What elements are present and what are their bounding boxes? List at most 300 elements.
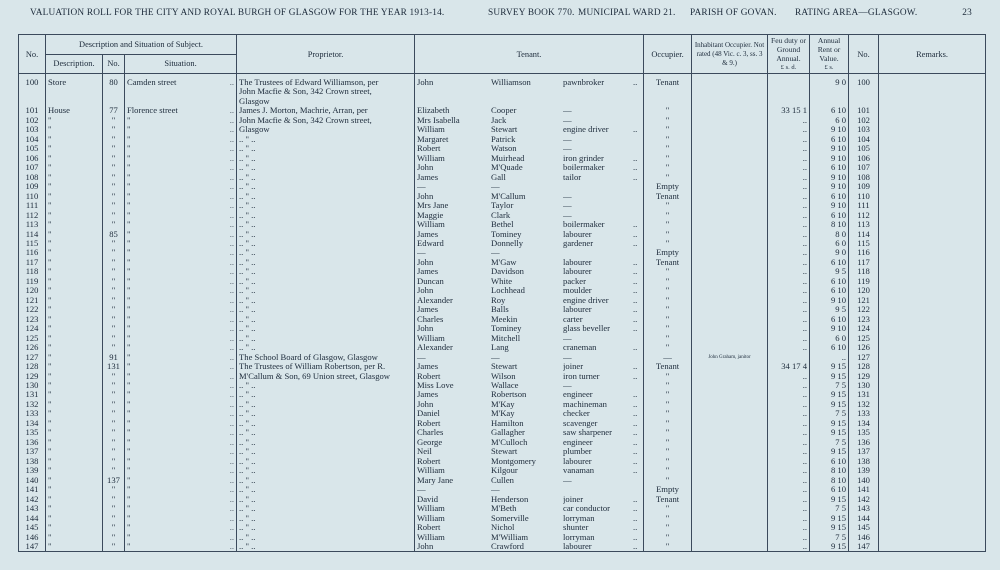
tenant-occ: — [563, 144, 572, 154]
cell-prop: .. " .. [237, 154, 415, 163]
cell-num: " [103, 381, 125, 390]
cell-prop: .. " .. [237, 334, 415, 343]
cell-remarks [879, 438, 986, 447]
cell-prop: .. " .. [237, 438, 415, 447]
cell-situation [125, 353, 237, 362]
cell-num: " [103, 523, 125, 532]
cell-rent: 6 10 [810, 457, 849, 466]
situation-text: " [127, 295, 131, 305]
tenant-last: M'Quade [491, 163, 523, 173]
cell-tenant [415, 390, 644, 399]
cell-num: " [103, 220, 125, 229]
situation-dots: .. [229, 125, 235, 135]
col-no-right: No. [849, 35, 879, 74]
cell-occupier: " [644, 125, 692, 134]
table-row [19, 248, 986, 257]
cell-inh [692, 267, 768, 276]
col-description-group: Description and Situation of Subject. [46, 35, 237, 55]
municipal-ward: MUNICIPAL WARD 21. [578, 8, 676, 18]
cell-prop: James J. Morton, Machrie, Arran, per [237, 106, 415, 115]
tenant-last: Jack [491, 115, 507, 125]
tenant-occ [563, 182, 633, 191]
cell-feu: .. [768, 438, 810, 447]
cell-rent: 6 10 [810, 135, 849, 144]
cell-remarks [879, 390, 986, 399]
tenant-last: M'Gaw [491, 257, 517, 267]
cell-prop: .. " .. [237, 220, 415, 229]
cell-desc: " [46, 495, 103, 504]
situation-text: " [127, 134, 131, 144]
situation-text: " [127, 286, 131, 296]
cell-rent [810, 97, 849, 106]
cell-desc: " [46, 116, 103, 125]
cell-feu: .. [768, 125, 810, 134]
cell-no: 120 [19, 286, 46, 295]
cell-prop: .. " .. [237, 400, 415, 409]
cell-prop: .. " .. [237, 267, 415, 276]
cell-feu: .. [768, 409, 810, 418]
tenant-last: Stewart [491, 447, 518, 457]
cell-prop: .. " .. [237, 428, 415, 437]
tenant-first: Neil [417, 447, 432, 457]
situation-dots: .. [229, 532, 235, 542]
cell-no: 116 [19, 248, 46, 257]
cell-occupier: " [644, 315, 692, 324]
situation-dots: .. [229, 504, 235, 514]
tenant-last: Tominey [491, 229, 522, 239]
cell-tenant [415, 466, 644, 475]
cell-remarks [879, 428, 986, 437]
tenant-first: — [417, 182, 426, 192]
cell-no3: 104 [849, 135, 879, 144]
cell-feu: .. [768, 144, 810, 153]
cell-num: " [103, 125, 125, 134]
cell-occupier: " [644, 419, 692, 428]
cell-num: " [103, 296, 125, 305]
cell-situation [125, 419, 237, 428]
tenant-od: .. [633, 418, 638, 428]
cell-remarks [879, 523, 986, 532]
rent-units: £ s. [824, 64, 834, 71]
cell-inh [692, 116, 768, 125]
situation-dots: .. [229, 333, 235, 343]
tenant-occ: — [563, 106, 572, 116]
cell-num [103, 97, 125, 106]
cell-situation [125, 334, 237, 343]
cell-inh [692, 514, 768, 523]
cell-inh [692, 343, 768, 352]
tenant-last: Cullen [491, 475, 514, 485]
cell-num: " [103, 343, 125, 352]
cell-remarks [879, 447, 986, 456]
table-row [19, 476, 986, 485]
situation-dots: .. [229, 324, 235, 334]
cell-situation [125, 362, 237, 371]
situation-dots: .. [229, 248, 235, 258]
situation-dots: .. [229, 466, 235, 476]
tenant-last: Gall [491, 172, 506, 182]
tenant-first: William [417, 125, 445, 135]
cell-no: 113 [19, 220, 46, 229]
cell-occupier: " [644, 514, 692, 523]
cell-occupier: Tenant [644, 258, 692, 267]
cell-num: " [103, 485, 125, 494]
cell-prop: .. " .. [237, 173, 415, 182]
cell-occupier: " [644, 438, 692, 447]
table-row [19, 277, 986, 286]
cell-no3: 102 [849, 116, 879, 125]
cell-inh [692, 286, 768, 295]
cell-no: 101 [19, 106, 46, 115]
tenant-first: William [417, 220, 445, 230]
cell-inh [692, 163, 768, 172]
tenant-last: Stewart [491, 362, 518, 372]
tenant-last: M'William [491, 532, 529, 542]
tenant-first: Maggie [417, 210, 444, 220]
cell-situation [125, 485, 237, 494]
cell-situation [125, 504, 237, 513]
cell-no3: 105 [849, 144, 879, 153]
situation-dots: .. [229, 134, 235, 144]
tenant-od: .. [633, 437, 638, 447]
cell-rent: 6 10 [810, 315, 849, 324]
cell-desc: " [46, 334, 103, 343]
cell-no3: 130 [849, 381, 879, 390]
tenant-od: .. [633, 409, 638, 419]
situation-text: " [127, 144, 131, 154]
table-row [19, 173, 986, 182]
cell-rent: 8 10 [810, 466, 849, 475]
cell-occupier: " [644, 476, 692, 485]
cell-desc: " [46, 514, 103, 523]
cell-tenant [415, 239, 644, 248]
cell-tenant [415, 267, 644, 276]
cell-no3: 140 [849, 476, 879, 485]
cell-tenant [415, 457, 644, 466]
cell-prop: .. " .. [237, 277, 415, 286]
cell-feu: .. [768, 457, 810, 466]
cell-prop: .. " .. [237, 381, 415, 390]
cell-rent: 8 10 [810, 220, 849, 229]
cell-tenant [415, 135, 644, 144]
cell-situation [125, 258, 237, 267]
cell-no: 132 [19, 400, 46, 409]
cell-occupier: " [644, 334, 692, 343]
cell-num: " [103, 542, 125, 552]
cell-desc: " [46, 163, 103, 172]
situation-text: " [127, 523, 131, 533]
cell-desc: " [46, 230, 103, 239]
tenant-first: Margaret [417, 134, 449, 144]
cell-prop: .. " .. [237, 447, 415, 456]
tenant-od: .. [633, 324, 638, 334]
tenant-occ: saw sharpener [563, 428, 612, 438]
situation-dots: .. [229, 437, 235, 447]
cell-num: " [103, 400, 125, 409]
cell-no3: 134 [849, 419, 879, 428]
tenant-first: William [417, 153, 445, 163]
cell-prop: .. " .. [237, 192, 415, 201]
tenant-occ: lorryman [563, 513, 595, 523]
tenant-last: Lochhead [491, 286, 525, 296]
cell-occupier: " [644, 135, 692, 144]
tenant-occ: — [563, 333, 572, 343]
cell-no: 129 [19, 372, 46, 381]
situation-dots: .. [229, 390, 235, 400]
table-row [19, 154, 986, 163]
cell-no3: 143 [849, 504, 879, 513]
cell-prop: The Trustees of Edward Williamson, per [237, 74, 415, 88]
cell-inh [692, 409, 768, 418]
rating-area: RATING AREA—GLASGOW. [795, 8, 918, 18]
cell-inh [692, 419, 768, 428]
cell-desc: " [46, 220, 103, 229]
cell-no3: 120 [849, 286, 879, 295]
tenant-last: Bethel [491, 220, 514, 230]
cell-prop: .. " .. [237, 476, 415, 485]
cell-prop: .. " .. [237, 248, 415, 257]
cell-desc: " [46, 523, 103, 532]
tenant-first: William [417, 504, 445, 514]
situation-dots: .. [229, 399, 235, 409]
cell-occupier: Empty [644, 485, 692, 494]
cell-situation [125, 182, 237, 191]
survey-book: SURVEY BOOK 770. [488, 8, 575, 18]
cell-desc: " [46, 324, 103, 333]
cell-remarks [879, 419, 986, 428]
situation-text: " [127, 314, 131, 324]
cell-num: 80 [103, 74, 125, 88]
cell-tenant [415, 163, 644, 172]
cell-remarks [879, 533, 986, 542]
cell-rent: 6 10 [810, 343, 849, 352]
tenant-last: M'Kay [491, 409, 515, 419]
cell-feu: .. [768, 514, 810, 523]
cell-desc: " [46, 286, 103, 295]
tenant-last: Hamilton [491, 418, 524, 428]
situation-text: " [127, 333, 131, 343]
cell-no3: 127 [849, 353, 879, 362]
situation-dots: .. [229, 428, 235, 438]
tenant-od: .. [633, 456, 638, 466]
cell-desc: " [46, 144, 103, 153]
table-body [19, 74, 986, 552]
cell-remarks [879, 400, 986, 409]
cell-remarks [879, 343, 986, 352]
tenant-od: .. [633, 532, 638, 542]
cell-tenant [415, 201, 644, 210]
situation-text: " [127, 437, 131, 447]
cell-feu: .. [768, 154, 810, 163]
cell-num: " [103, 372, 125, 381]
cell-inh [692, 466, 768, 475]
table-row [19, 324, 986, 333]
situation-dots: .. [229, 144, 235, 154]
cell-rent: 9 0 [810, 74, 849, 88]
cell-occupier: " [644, 154, 692, 163]
situation-text: " [127, 371, 131, 381]
cell-inh [692, 334, 768, 343]
tenant-first: James [417, 267, 439, 277]
header-row-1 [19, 35, 986, 55]
cell-tenant [415, 334, 644, 343]
cell-occupier: " [644, 343, 692, 352]
cell-num: " [103, 533, 125, 542]
situation-text: " [127, 248, 131, 258]
tenant-first: Duncan [417, 276, 444, 286]
cell-occupier: " [644, 286, 692, 295]
cell-desc: " [46, 457, 103, 466]
cell-prop: M'Callum & Son, 69 Union street, Glasgow [237, 372, 415, 381]
cell-rent: 9 15 [810, 428, 849, 437]
cell-inh [692, 135, 768, 144]
cell-inh [692, 201, 768, 210]
cell-tenant [415, 220, 644, 229]
cell-situation [125, 533, 237, 542]
cell-occupier: " [644, 533, 692, 542]
cell-feu: .. [768, 258, 810, 267]
situation-text: " [127, 115, 131, 125]
cell-desc: " [46, 201, 103, 210]
table-row [19, 438, 986, 447]
cell-tenant [415, 419, 644, 428]
cell-occupier: " [644, 390, 692, 399]
cell-feu: .. [768, 315, 810, 324]
tenant-first: Alexander [417, 343, 453, 353]
cell-no: 139 [19, 466, 46, 475]
cell-rent: 6 0 [810, 239, 849, 248]
tenant-first: — [417, 352, 426, 362]
cell-situation [125, 514, 237, 523]
tenant-first: John [417, 286, 434, 296]
cell-prop: .. " .. [237, 239, 415, 248]
situation-text: " [127, 305, 131, 315]
cell-inh [692, 277, 768, 286]
tenant-first: Daniel [417, 409, 440, 419]
cell-no3: 115 [849, 239, 879, 248]
cell-rent: 9 15 [810, 542, 849, 552]
tenant-last: Stewart [491, 125, 518, 135]
tenant-first: Mrs Isabella [417, 115, 460, 125]
cell-no [19, 87, 46, 96]
col-remarks: Remarks. [879, 35, 986, 74]
cell-feu: .. [768, 135, 810, 144]
cell-inh [692, 296, 768, 305]
tenant-occ: iron grinder [563, 153, 604, 163]
cell-feu: .. [768, 343, 810, 352]
cell-prop: .. " .. [237, 211, 415, 220]
tenant-occ [563, 485, 633, 494]
tenant-od: .. [633, 447, 638, 457]
cell-num: " [103, 428, 125, 437]
cell-occupier: " [644, 144, 692, 153]
tenant-first: Mrs Jane [417, 201, 449, 211]
table-row [19, 125, 986, 134]
cell-occupier: " [644, 542, 692, 552]
cell-occupier: " [644, 372, 692, 381]
cell-prop: .. " .. [237, 305, 415, 314]
tenant-occ: engineer [563, 390, 593, 400]
cell-remarks [879, 372, 986, 381]
tenant-occ: — [563, 475, 572, 485]
table-row [19, 258, 986, 267]
cell-desc: " [46, 466, 103, 475]
cell-num: " [103, 173, 125, 182]
cell-rent: 9 15 [810, 495, 849, 504]
cell-feu: .. [768, 305, 810, 314]
situation-dots: .. [229, 153, 235, 163]
cell-prop: .. " .. [237, 409, 415, 418]
table-row [19, 381, 986, 390]
tenant-last: — [491, 485, 500, 495]
cell-desc: " [46, 192, 103, 201]
cell-inh [692, 87, 768, 96]
cell-rent: 7 5 [810, 409, 849, 418]
tenant-od: .. [633, 513, 638, 523]
cell-situation [125, 447, 237, 456]
cell-desc: " [46, 154, 103, 163]
cell-desc: " [46, 135, 103, 144]
cell-tenant [415, 74, 644, 88]
tenant-occ [563, 248, 633, 257]
cell-no: 107 [19, 163, 46, 172]
cell-feu: .. [768, 182, 810, 191]
cell-no: 142 [19, 495, 46, 504]
cell-occupier: " [644, 116, 692, 125]
cell-num: 131 [103, 362, 125, 371]
cell-tenant [415, 353, 644, 362]
situation-dots: .. [229, 201, 235, 211]
cell-feu: .. [768, 248, 810, 257]
cell-inh [692, 400, 768, 409]
cell-situation [125, 201, 237, 210]
cell-tenant [415, 277, 644, 286]
cell-tenant [415, 400, 644, 409]
cell-no: 141 [19, 485, 46, 494]
tenant-od: .. [633, 399, 638, 409]
tenant-last: Montgomery [491, 456, 536, 466]
tenant-occ: — [563, 191, 572, 201]
tenant-od: .. [633, 286, 638, 296]
cell-desc: " [46, 353, 103, 362]
cell-inh [692, 74, 768, 88]
table-row [19, 267, 986, 276]
situation-text: " [127, 485, 131, 495]
cell-no3: 131 [849, 390, 879, 399]
cell-num: " [103, 504, 125, 513]
col-occupier: Occupier. [644, 35, 692, 74]
situation-text: Florence street [127, 106, 178, 116]
cell-no3: 123 [849, 315, 879, 324]
cell-no: 123 [19, 315, 46, 324]
cell-prop: .. " .. [237, 201, 415, 210]
cell-inh [692, 447, 768, 456]
table-row [19, 428, 986, 437]
situation-text: " [127, 172, 131, 182]
situation-text: " [127, 343, 131, 353]
cell-desc: " [46, 125, 103, 134]
cell-occupier: — [644, 353, 692, 362]
cell-num: 77 [103, 106, 125, 115]
cell-remarks [879, 485, 986, 494]
cell-rent [810, 87, 849, 96]
table-row [19, 495, 986, 504]
table-row [19, 343, 986, 352]
table-row [19, 74, 986, 88]
cell-feu: .. [768, 296, 810, 305]
cell-remarks [879, 163, 986, 172]
cell-prop: The Trustees of William Robertson, per R. [237, 362, 415, 371]
